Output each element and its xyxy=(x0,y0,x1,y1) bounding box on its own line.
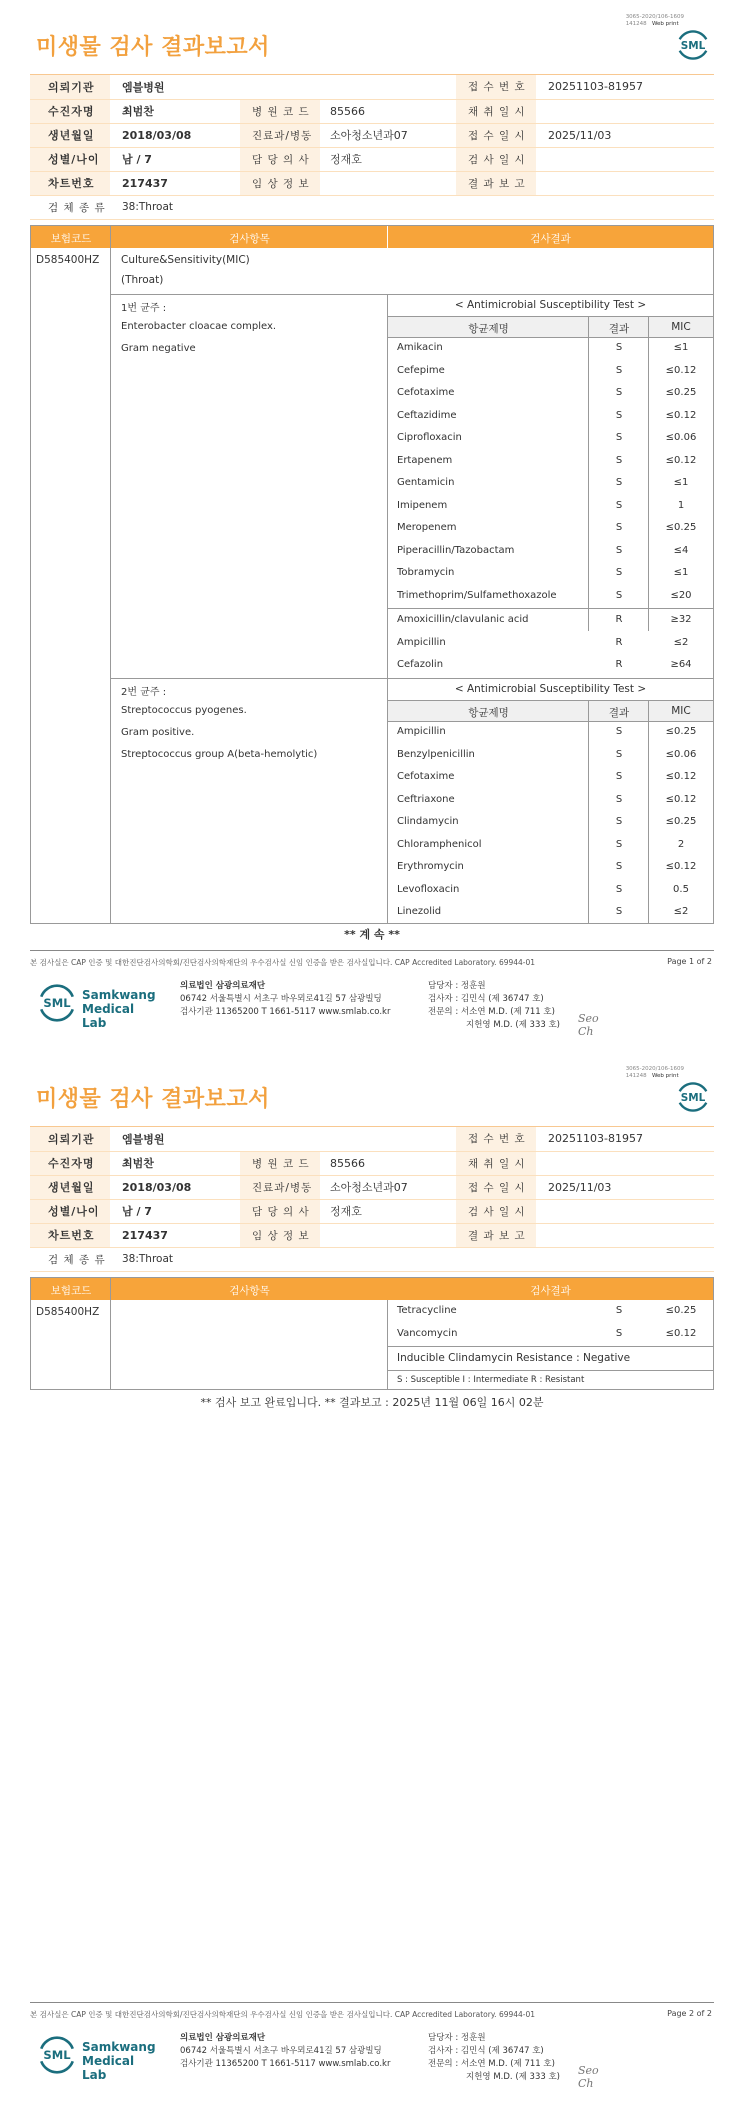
lab-staff-2: 담당자 : 정훈원 검사자 : 김민식 (제 36747 호) 전문의 : 서소연 M.D. (제 711 호) 지헌영 M.D. (제 333 호) xyxy=(428,2033,561,2082)
results-grid-header-2: 보험코드 검사항목 검사결과 xyxy=(31,1278,713,1300)
drug-result: S xyxy=(615,477,623,488)
drug-name: Trimethoprim/Sulfamethoxazole xyxy=(397,589,557,601)
drug-result: S xyxy=(615,589,623,601)
drug-result: S xyxy=(615,748,623,760)
drug-mic: ≥32 xyxy=(670,614,692,625)
result-legend: S : Susceptible I : Intermediate R : Resistant xyxy=(397,1375,585,1385)
drug-mic: ≤0.06 xyxy=(665,432,697,443)
drug-result: S xyxy=(615,838,623,850)
drug-name: Gentamicin xyxy=(397,477,455,488)
drug-name: Cefepime xyxy=(397,364,445,376)
drug-mic: ≤0.12 xyxy=(665,861,697,872)
ast-col-drug: 항균제명 xyxy=(468,323,509,335)
drug-mic: 0.5 xyxy=(673,883,689,895)
drug-mic: ≤0.25 xyxy=(665,387,697,398)
drug-mic: ≤0.25 xyxy=(665,726,697,737)
drug-mic: ≤0.12 xyxy=(665,364,697,376)
drug-mic: ≤0.25 xyxy=(665,522,697,533)
results-grid-2 xyxy=(30,1277,714,1390)
drug-mic: ≤1 xyxy=(673,342,689,353)
test-specimen: (Throat) xyxy=(121,274,164,286)
drug-result: S xyxy=(615,861,623,872)
drug-mic: ≤0.12 xyxy=(665,1327,697,1339)
drug-result: S xyxy=(615,793,623,805)
drug-mic: ≥64 xyxy=(670,659,692,670)
drug-mic: 1 xyxy=(677,499,685,511)
organism2-group: Streptococcus group A(beta-hemolytic) xyxy=(121,749,318,760)
organism2-label: 2번 균주 : xyxy=(121,687,167,698)
samkwang-logo: SML Samkwang Medical Lab xyxy=(36,982,156,1026)
drug-name: Imipenem xyxy=(397,499,448,511)
page-number: Page 1 of 2 xyxy=(667,957,712,966)
drug-result: S xyxy=(615,342,623,353)
drug-name: Piperacillin/Tazobactam xyxy=(397,544,515,556)
report-completed: ** 검사 보고 완료입니다. ** 결과보고 : 2025년 11월 06일 16시 02분 xyxy=(200,1396,544,1409)
inducible-resistance: Inducible Clindamycin Resistance : Negative xyxy=(397,1352,631,1364)
ast-col-mic: MIC xyxy=(671,321,691,333)
drug-name: Amikacin xyxy=(397,342,443,353)
report-page-2 xyxy=(0,1052,744,2104)
organism1-label: 1번 균주 : xyxy=(121,303,167,314)
ast-col-drug-2: 항균제명 xyxy=(468,707,509,719)
organism1-gram: Gram negative xyxy=(121,343,196,354)
ast-title-2: < Antimicrobial Susceptibility Test > xyxy=(454,683,647,695)
organism2-name: Streptococcus pyogenes. xyxy=(121,705,247,716)
patient-info-table-2: 의뢰기관 엠블병원 접 수 번 호 20251103-81957 수진자명 최범찬 병 원 코 드 85566 채 취 일 시 생년월일 2018/03/08 진료과/병동 소아청소년과07 접 수 일 시 2025/11/03 성별/나이 남 / 7 담 당 의 사 정재호 검 사 일 시 차트번호 217437 임 상 정 보 결 과 보 고 검 체 종 류 38:Throat xyxy=(30,1127,714,1272)
document-code-2: 3065-2020/106-1609 141248 Web print xyxy=(625,1066,684,1079)
drug-name: Ceftazidime xyxy=(397,409,457,421)
drug-result: S xyxy=(615,816,623,827)
results-grid-header: 보험코드 검사항목 검사결과 xyxy=(31,226,713,248)
sml-logo xyxy=(674,26,712,64)
drug-mic: ≤20 xyxy=(670,589,692,601)
svg-text:SML: SML xyxy=(680,39,706,52)
lab-staff: 담당자 : 정훈원 검사자 : 김민식 (제 36747 호) 전문의 : 서소연 M.D. (제 711 호) 지헌영 M.D. (제 333 호) xyxy=(428,981,561,1030)
drug-name: Ertapenem xyxy=(397,454,453,466)
continued-note: ** 계 속 ** xyxy=(344,928,400,941)
signature: Seo Ch xyxy=(578,1012,599,1038)
svg-text:SML: SML xyxy=(43,996,71,1011)
drug-result: S xyxy=(615,409,623,421)
drug-mic: ≤0.25 xyxy=(665,816,697,827)
cap-note-2: 본 검사실은 CAP 인증 및 대한진단검사의학회/진단검사의학재단의 우수검사실 신임 인증을 받은 검사실입니다. CAP Accredited Laboratory. 69944-01 xyxy=(30,2010,536,2019)
drug-mic: ≤0.12 xyxy=(665,454,697,466)
drug-mic: ≤0.12 xyxy=(665,771,697,782)
drug-result: S xyxy=(615,906,623,917)
drug-mic: ≤1 xyxy=(673,567,689,578)
ast-col-mic-2: MIC xyxy=(671,705,691,717)
ast-col-result-2: 결과 xyxy=(608,707,630,719)
drug-name: Meropenem xyxy=(397,522,457,533)
drug-result: S xyxy=(615,567,623,578)
drug-result: S xyxy=(615,499,623,511)
drug-mic: ≤0.25 xyxy=(665,1305,697,1316)
drug-result: S xyxy=(615,771,623,782)
drug-name: Cefotaxime xyxy=(397,387,455,398)
drug-name: Amoxicillin/clavulanic acid xyxy=(397,614,529,625)
organism1-name: Enterobacter cloacae complex. xyxy=(121,321,277,332)
drug-result: S xyxy=(615,364,623,376)
drug-name: Cefotaxime xyxy=(397,771,455,782)
page-title-2: 미생물 검사 결과보고서 xyxy=(36,1087,270,1112)
signature-2: Seo Ch xyxy=(578,2064,599,2090)
drug-mic: ≤1 xyxy=(673,477,689,488)
drug-mic: ≤2 xyxy=(673,636,689,648)
page-title: 미생물 검사 결과보고서 xyxy=(36,35,270,60)
drug-name: Vancomycin xyxy=(397,1327,458,1339)
drug-name: Cefazolin xyxy=(397,659,444,670)
results-grid xyxy=(30,225,714,924)
organism2-gram: Gram positive. xyxy=(121,727,195,738)
ast-col-result: 결과 xyxy=(608,323,630,335)
drug-result: R xyxy=(615,659,623,670)
drug-result: S xyxy=(615,1327,623,1339)
drug-mic: ≤2 xyxy=(673,906,689,917)
drug-mic: ≤0.12 xyxy=(665,409,697,421)
drug-mic: 2 xyxy=(677,838,685,850)
drug-result: S xyxy=(615,454,623,466)
insurance-code-2: D585400HZ xyxy=(36,1306,100,1318)
drug-mic: ≤0.06 xyxy=(665,748,697,760)
ast-title: < Antimicrobial Susceptibility Test > xyxy=(454,299,647,311)
drug-name: Tobramycin xyxy=(397,567,455,578)
svg-text:SML: SML xyxy=(680,1091,706,1104)
document-code: 3065-2020/106-1609 141248 Web print xyxy=(625,14,684,27)
drug-name: Ciprofloxacin xyxy=(397,432,462,443)
drug-mic: ≤0.12 xyxy=(665,793,697,805)
drug-result: S xyxy=(615,432,623,443)
insurance-code: D585400HZ xyxy=(36,254,100,266)
drug-name: Benzylpenicillin xyxy=(397,748,475,760)
drug-name: Ampicillin xyxy=(397,636,446,648)
drug-result: S xyxy=(615,726,623,737)
test-name: Culture&Sensitivity(MIC) xyxy=(121,254,250,266)
drug-result: R xyxy=(615,614,623,625)
drug-result: S xyxy=(615,387,623,398)
sml-logo-2 xyxy=(674,1078,712,1116)
lab-address-2: 의료법인 삼광의료재단 06742 서울특별시 서초구 바우뫼로41길 57 삼광빌딩 검사기관 11365200 T 1661-5117 www.smlab.co.kr xyxy=(180,2033,391,2069)
drug-name: Tetracycline xyxy=(397,1305,457,1316)
drug-result: S xyxy=(615,522,623,533)
drug-result: S xyxy=(615,883,623,895)
patient-info-table: 의뢰기관 엠블병원 접 수 번 호 20251103-81957 수진자명 최범찬 병 원 코 드 85566 채 취 일 시 생년월일 2018/03/08 진료과/병동 소아청소년과07 접 수 일 시 2025/11/03 성별/나이 남 / 7 담 당 의 사 정재호 검 사 일 시 차트번호 217437 임 상 정 보 결 과 보 고 검 체 종 류 38:Throat xyxy=(30,75,714,220)
drug-name: Ceftriaxone xyxy=(397,793,455,805)
drug-mic: ≤4 xyxy=(673,544,689,556)
drug-result: R xyxy=(615,636,623,648)
page-number-2: Page 2 of 2 xyxy=(667,2009,712,2018)
drug-name: Linezolid xyxy=(397,906,442,917)
drug-name: Ampicillin xyxy=(397,726,446,737)
drug-name: Levofloxacin xyxy=(397,883,460,895)
drug-result: S xyxy=(615,1305,623,1316)
cap-note: 본 검사실은 CAP 인증 및 대한진단검사의학회/진단검사의학재단의 우수검사실 신임 인증을 받은 검사실입니다. CAP Accredited Laboratory. 69944-01 xyxy=(30,958,536,967)
samkwang-logo-2: SML Samkwang Medical Lab xyxy=(36,2034,156,2078)
drug-name: Clindamycin xyxy=(397,816,459,827)
lab-address: 의료법인 삼광의료재단 06742 서울특별시 서초구 바우뫼로41길 57 삼광빌딩 검사기관 11365200 T 1661-5117 www.smlab.co.kr xyxy=(180,981,391,1017)
drug-name: Chloramphenicol xyxy=(397,838,482,850)
svg-text:SML: SML xyxy=(43,2048,71,2063)
drug-result: S xyxy=(615,544,623,556)
drug-name: Erythromycin xyxy=(397,861,464,872)
